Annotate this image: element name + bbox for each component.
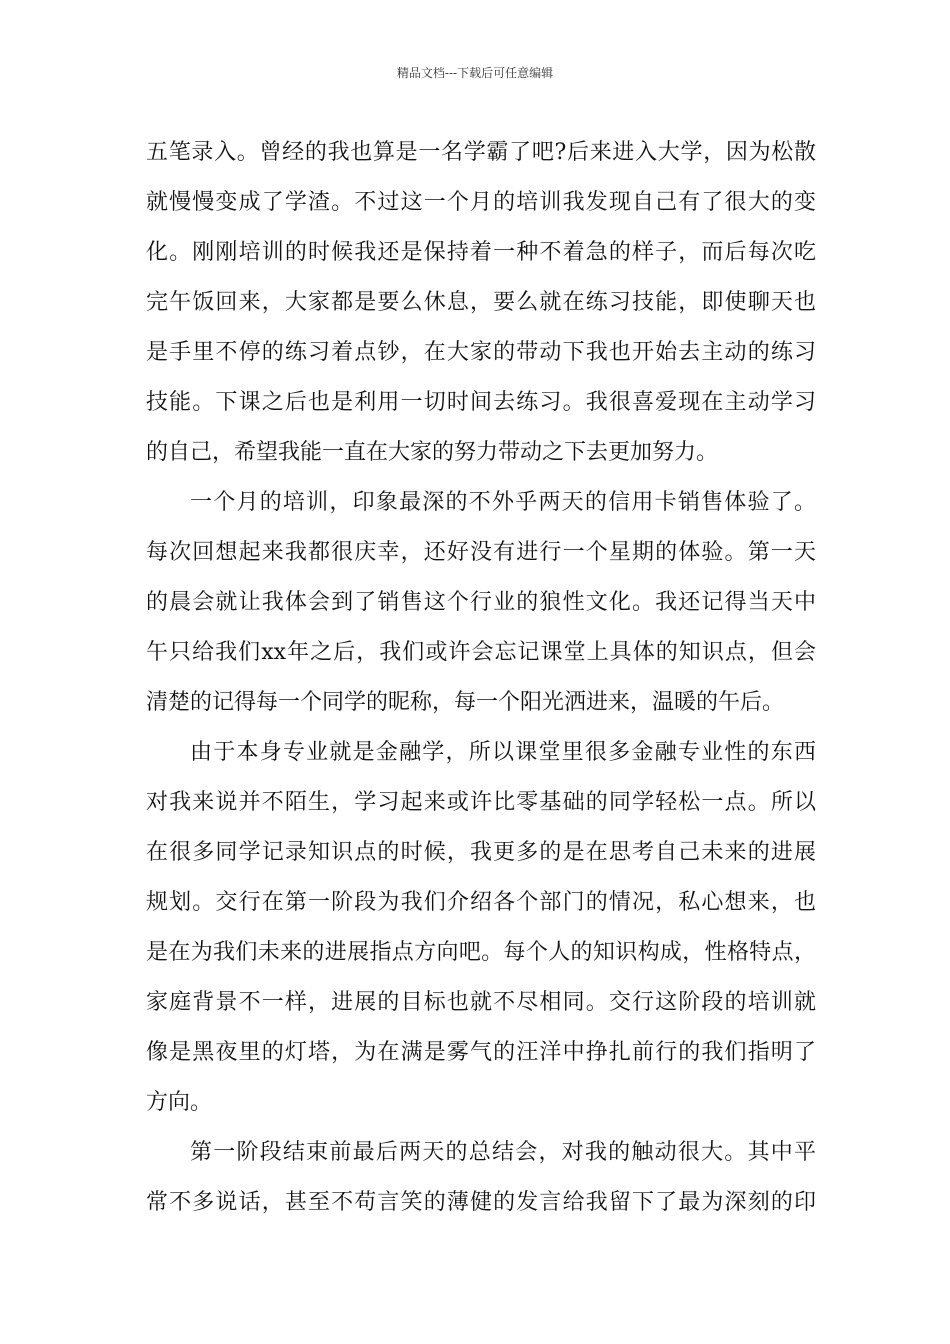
text-line: 五笔录入。曾经的我也算是一名学霸了吧?后来进入大学，因为松散: [146, 140, 816, 165]
text-line: 的自己，希望我能一直在大家的努力带动之下去更加努力。: [146, 440, 719, 465]
text-line: 在很多同学记录知识点的时候，我更多的是在思考自己未来的进展: [146, 840, 816, 865]
page-header: 精品文档---下载后可任意编辑: [396, 66, 554, 80]
text-line: 清楚的记得每一个同学的昵称，每一个阳光洒进来，温暖的午后。: [146, 690, 785, 715]
text-line: 午只给我们xx年之后，我们或许会忘记课堂上具体的知识点，但会: [146, 640, 816, 665]
text-line: 每次回想起来我都很庆幸，还好没有进行一个星期的体验。第一天: [146, 540, 816, 565]
text-line: 完午饭回来，大家都是要么休息，要么就在练习技能，即使聊天也: [146, 290, 816, 315]
text-line: 的晨会就让我体会到了销售这个行业的狼性文化。我还记得当天中: [146, 590, 816, 615]
text-line: 一个月的培训，印象最深的不外乎两天的信用卡销售体验了。: [190, 490, 816, 515]
text-line: 是手里不停的练习着点钞，在大家的带动下我也开始去主动的练习: [146, 340, 816, 365]
text-line: 由于本身专业就是金融学，所以课堂里很多金融专业性的东西: [190, 740, 816, 765]
text-line: 方向。: [146, 1090, 213, 1115]
text-line: 是在为我们未来的进展指点方向吧。每个人的知识构成，性格特点，: [146, 940, 816, 965]
paragraph: [146, 478, 816, 728]
text-line: 就慢慢变成了学渣。不过这一个月的培训我发现自己有了很大的变: [146, 190, 816, 215]
text-line: 像是黑夜里的灯塔，为在满是雾气的汪洋中挣扎前行的我们指明了: [146, 1040, 816, 1065]
text-line: 第一阶段结束前最后两天的总结会，对我的触动很大。其中平: [190, 1140, 816, 1165]
text-line: 家庭背景不一样，进展的目标也就不尽相同。交行这阶段的培训就: [146, 990, 816, 1015]
paragraph: [146, 1128, 816, 1228]
paragraph: [146, 728, 816, 1128]
paragraph: [146, 128, 816, 478]
text-line: 规划。交行在第一阶段为我们介绍各个部门的情况，私心想来，也: [146, 890, 816, 915]
text-line: 常不多说话，甚至不苟言笑的薄健的发言给我留下了最为深刻的印: [146, 1190, 816, 1215]
document-body: [146, 128, 816, 1228]
text-line: 技能。下课之后也是利用一切时间去练习。我很喜爱现在主动学习: [146, 390, 816, 415]
text-line: 化。刚刚培训的时候我还是保持着一种不着急的样子，而后每次吃: [146, 240, 816, 265]
text-line: 对我来说并不陌生，学习起来或许比零基础的同学轻松一点。所以: [146, 790, 816, 815]
